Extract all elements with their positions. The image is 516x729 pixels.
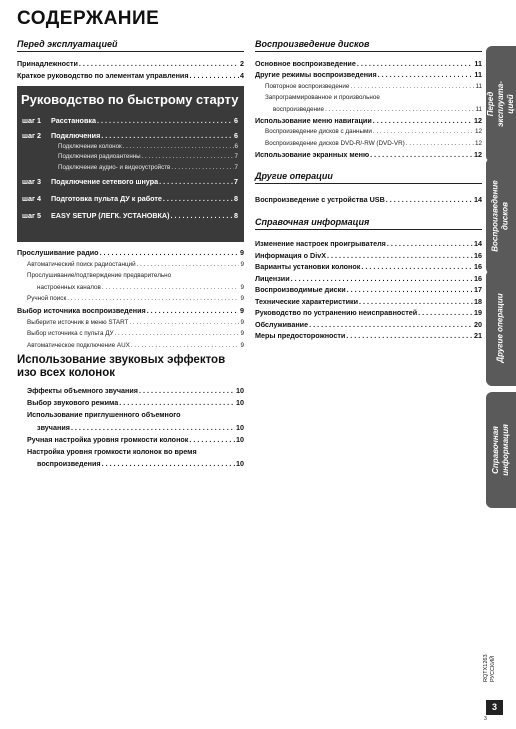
toc-subitem[interactable]: Автоматическое подключение AUX . . . 9 bbox=[17, 340, 244, 352]
toc-item[interactable]: Изменение настроек проигрывателя . . . 14 bbox=[255, 238, 482, 250]
quick-start-heading: Руководство по быстрому старту bbox=[21, 92, 239, 107]
toc-item[interactable]: Выбор звукового режима . . . 10 bbox=[27, 397, 244, 409]
toc-subitem[interactable]: Выберите источник в меню START . . . 9 bbox=[17, 317, 244, 329]
toc-item[interactable]: Варианты установки колонок . . . 16 bbox=[255, 261, 482, 273]
toc-step[interactable]: шаг 2 Подключения . . . 6 bbox=[22, 130, 238, 142]
toc-item[interactable]: Эффекты объемного звучания . . . 10 bbox=[27, 385, 244, 397]
toc-item[interactable]: Ручная настройка уровня громкости колонок . . . 10 bbox=[27, 434, 244, 446]
toc-subitem[interactable]: Автоматический поиск радиостанций . . . 9 bbox=[17, 259, 244, 271]
toc-item[interactable]: Другие режимы воспроизведения . . . 11 bbox=[255, 69, 482, 80]
toc-subitem[interactable]: Подключение аудио- и видеоустройств . . . 7 bbox=[58, 163, 238, 174]
page-title: СОДЕРЖАНИЕ bbox=[17, 8, 160, 29]
toc-subitem[interactable]: Ручной поиск . . . 9 bbox=[17, 293, 244, 305]
toc-subitem[interactable]: Подключения радиоантенны . . . 7 bbox=[58, 152, 238, 163]
toc-step[interactable]: шаг 5 EASY SETUP (ЛЕГК. УСТАНОВКА) . . . 8 bbox=[22, 210, 238, 222]
toc-item[interactable]: Настройка уровня громкости колонок во время bbox=[27, 447, 197, 457]
toc-step[interactable]: шаг 1 Расстановка . . . 6 bbox=[22, 115, 238, 127]
section-heading-before-use: Перед эксплуатацией bbox=[17, 39, 244, 52]
tab-reference[interactable]: Справочная информация bbox=[486, 392, 516, 508]
toc-subitem[interactable]: Запрограммированное и произвольное bbox=[265, 94, 380, 102]
toc-item[interactable]: Воспроизводимые диски . . . 17 bbox=[255, 284, 482, 296]
document-code: RQTX1263 РУССКИЙ bbox=[483, 654, 496, 682]
toc-item[interactable]: Воспроизведение с устройства USB . . . 14 bbox=[255, 194, 482, 206]
toc-item[interactable]: звучания . . . 10 bbox=[27, 422, 244, 434]
toc-item[interactable]: Краткое руководство по элементам управления . . . 4 bbox=[17, 70, 244, 82]
tab-other-operations[interactable]: Другие операции bbox=[486, 270, 516, 386]
section-heading-disc-playback: Воспроизведение дисков bbox=[255, 39, 482, 52]
toc-item[interactable]: Технические характеристики . . . 18 bbox=[255, 296, 482, 308]
page-number: 3 bbox=[486, 700, 503, 715]
toc-step[interactable]: шаг 4 Подготовка пульта ДУ к работе . . . 8 bbox=[22, 193, 238, 205]
sound-effects-heading: Использование звуковых эффектов изо всех колонок bbox=[17, 354, 226, 379]
toc-item[interactable]: Руководство по устранению неисправностей . . . 19 bbox=[255, 307, 482, 319]
toc-subitem[interactable]: Воспроизведение дисков с данными . . . 12 bbox=[255, 126, 482, 137]
section-heading-other-operations: Другие операции bbox=[255, 171, 482, 184]
toc-item[interactable]: Использование меню навигации . . . 12 bbox=[255, 115, 482, 126]
toc-item[interactable]: Использование приглушенного объемного bbox=[27, 410, 181, 420]
toc-item[interactable]: воспроизведения . . . 10 bbox=[27, 458, 244, 470]
toc-item[interactable]: Лицензии . . . 16 bbox=[255, 273, 482, 285]
toc-item[interactable]: Принадлежности . . . 2 bbox=[17, 58, 244, 70]
toc-item[interactable]: Меры предосторожности . . . 21 bbox=[255, 330, 482, 342]
toc-subitem[interactable]: воспроизведение . . . 11 bbox=[255, 104, 482, 115]
page-number-small: 3 bbox=[484, 716, 487, 722]
toc-subitem[interactable]: Повторное воспроизведение . . . 11 bbox=[255, 81, 482, 92]
toc-item[interactable]: Обслуживание . . . 20 bbox=[255, 319, 482, 331]
toc-subitem[interactable]: настроенных каналов . . . 9 bbox=[17, 282, 244, 294]
toc-step[interactable]: шаг 3 Подключение сетевого шнура . . . 7 bbox=[22, 176, 238, 188]
toc-item[interactable]: Прослушивание радио . . . 9 bbox=[17, 247, 244, 259]
toc-subitem[interactable]: Прослушивание/подтверждение предварительно bbox=[27, 272, 172, 280]
quick-start-box bbox=[17, 86, 244, 242]
toc-item[interactable]: Информация о DivX . . . 16 bbox=[255, 250, 482, 262]
toc-subitem[interactable]: Воспроизведение дисков DVD-R/-RW (DVD-VR) . . . 12 bbox=[255, 138, 482, 149]
toc-item[interactable]: Основное воспроизведение . . . 11 bbox=[255, 58, 482, 69]
tab-disc-playback[interactable]: Воспроизведение дисков bbox=[486, 158, 516, 274]
toc-item[interactable]: Использование экранных меню . . . 12 bbox=[255, 149, 482, 160]
tab-before-use[interactable]: Перед эксплуата- цией bbox=[486, 46, 516, 162]
toc-subitem[interactable]: Выбор источника с пульта ДУ . . . 9 bbox=[17, 328, 244, 340]
toc-subitem[interactable]: Подключение колонок . . . 6 bbox=[58, 142, 238, 153]
section-heading-reference: Справочная информация bbox=[255, 217, 482, 230]
toc-item[interactable]: Выбор источника воспроизведения . . . 9 bbox=[17, 305, 244, 317]
